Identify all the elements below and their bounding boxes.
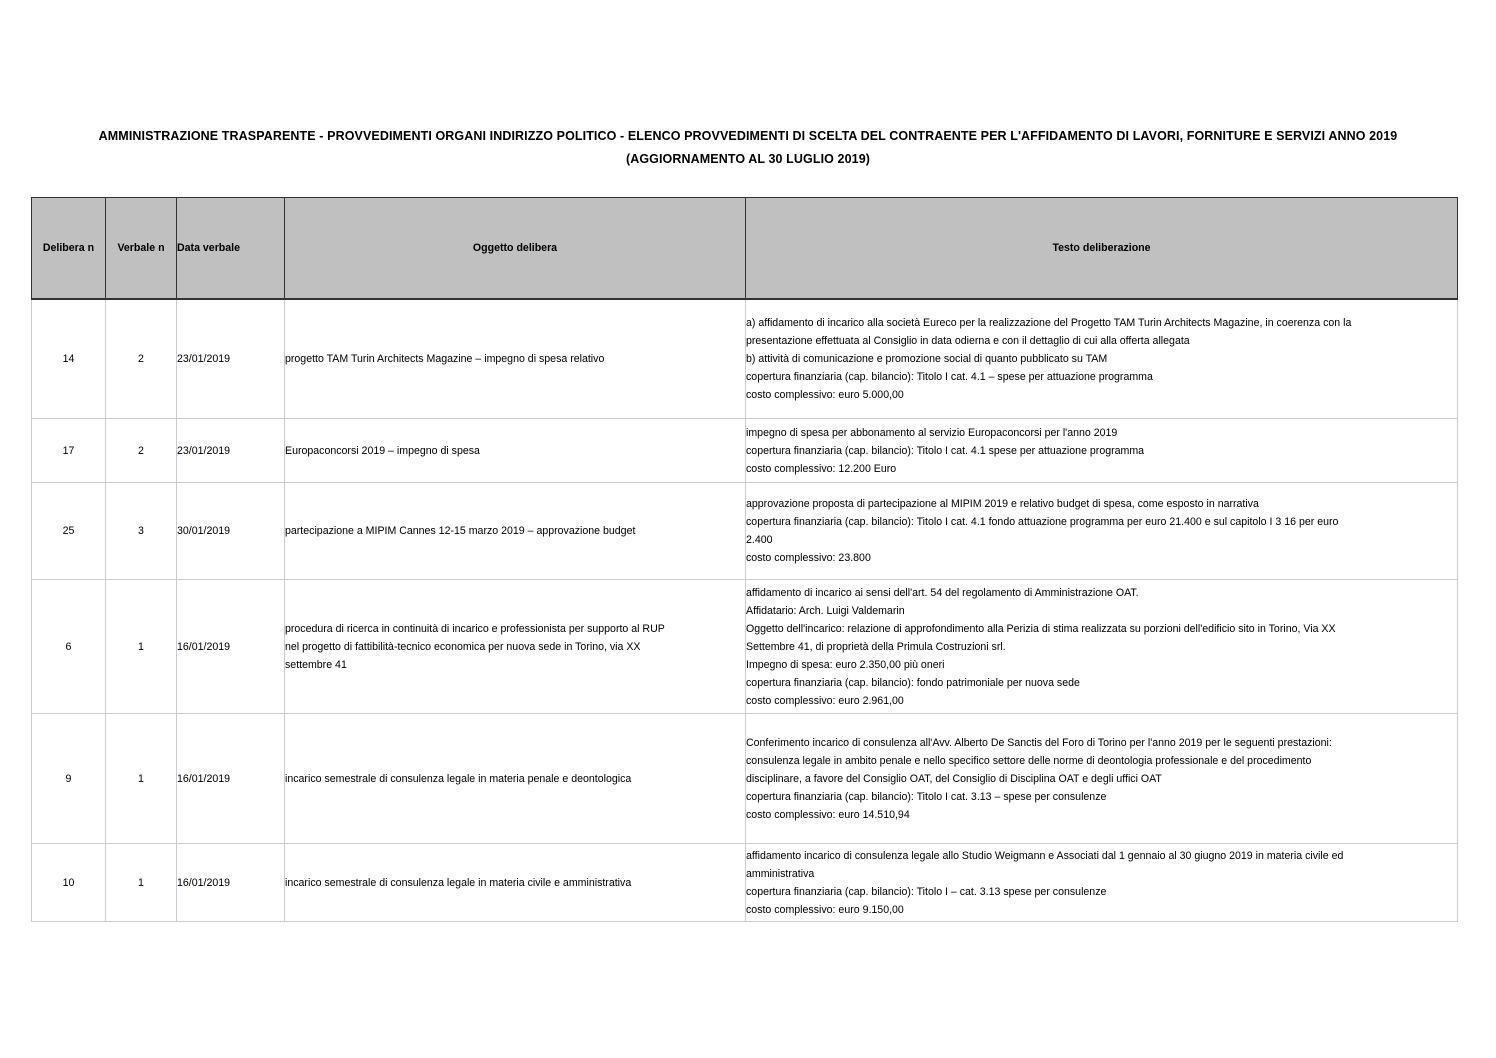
testo-line: Settembre 41, di proprietà della Primula Costruzioni srl. <box>746 640 1006 653</box>
header-data-verbale: Data verbale <box>177 198 285 300</box>
testo-line: Oggetto dell'incarico: relazione di approfondimento alla Perizia di stima realizzata su porzioni dell'edificio sito in Torino, Via XX <box>746 622 1336 635</box>
cell-verbale: 2 <box>106 299 177 419</box>
table-row <box>32 714 1458 844</box>
table-row <box>32 419 1458 483</box>
testo-line: Impegno di spesa: euro 2.350,00 più oneri <box>746 658 945 671</box>
cell-testo <box>746 419 1458 483</box>
document-title <box>20 125 1476 171</box>
cell-data: 16/01/2019 <box>177 580 285 714</box>
cell-testo <box>746 714 1458 844</box>
header-testo-deliberazione: Testo deliberazione <box>746 198 1458 300</box>
table-row <box>32 844 1458 922</box>
testo-line: copertura finanziaria (cap. bilancio): fondo patrimoniale per nuova sede <box>746 676 1080 689</box>
testo-line: costo complessivo: euro 9.150,00 <box>746 903 904 916</box>
cell-verbale: 1 <box>106 580 177 714</box>
cell-data: 16/01/2019 <box>177 714 285 844</box>
testo-line: affidamento di incarico ai sensi dell'art. 54 del regolamento di Amministrazione OAT. <box>746 586 1139 599</box>
cell-data: 16/01/2019 <box>177 844 285 922</box>
oggetto-line: settembre 41 <box>285 658 347 671</box>
table-header-row <box>32 198 1458 300</box>
oggetto-line: nel progetto di fattibilità-tecnico economica per nuova sede in Torino, via XX <box>285 640 641 653</box>
header-verbale: Verbale n <box>106 198 177 300</box>
cell-verbale: 3 <box>106 483 177 580</box>
cell-data: 23/01/2019 <box>177 299 285 419</box>
cell-delibera: 10 <box>32 844 106 922</box>
header-oggetto-delibera: Oggetto delibera <box>285 198 746 300</box>
testo-line: presentazione effettuata al Consiglio in data odierna e con il dettaglio di cui alla offerta allegata <box>746 335 1190 347</box>
title-line-1: AMMINISTRAZIONE TRASPARENTE - PROVVEDIMENTI ORGANI INDIRIZZO POLITICO - ELENCO PROVVEDIMENTI DI SCELTA DEL CONTRAENTE PER L'AFFIDAMENTO DI LAVORI, FORNITURE E SERVIZI ANNO 2019 <box>98 129 1398 143</box>
testo-line: amministrativa <box>746 867 815 880</box>
provvedimenti-table <box>31 197 1458 922</box>
cell-delibera: 17 <box>32 419 106 483</box>
cell-oggetto <box>285 580 746 714</box>
testo-line: copertura finanziaria (cap. bilancio): Titolo I cat. 4.1 spese per attuazione programma <box>746 444 1145 457</box>
testo-line: costo complessivo: 23.800 <box>746 552 871 564</box>
cell-delibera: 9 <box>32 714 106 844</box>
cell-verbale: 1 <box>106 714 177 844</box>
testo-line: costo complessivo: 12.200 Euro <box>746 462 897 475</box>
testo-line: approvazione proposta di partecipazione al MIPIM 2019 e relativo budget di spesa, come esposto in narrativa <box>746 498 1259 510</box>
testo-line: costo complessivo: euro 2.961,00 <box>746 694 904 707</box>
cell-testo <box>746 483 1458 580</box>
cell-data: 30/01/2019 <box>177 483 285 580</box>
cell-oggetto <box>285 299 746 419</box>
testo-line: costo complessivo: euro 14.510,94 <box>746 808 910 821</box>
table-row <box>32 580 1458 714</box>
testo-line: copertura finanziaria (cap. bilancio): Titolo I – cat. 3.13 spese per consulenze <box>746 885 1107 898</box>
cell-testo <box>746 580 1458 714</box>
testo-line: 2.400 <box>746 534 773 546</box>
cell-oggetto <box>285 844 746 922</box>
cell-oggetto <box>285 483 746 580</box>
testo-line: a) affidamento di incarico alla società Eureco per la realizzazione del Progetto TAM Turin Architects Magazine, in coerenza con la <box>746 317 1352 329</box>
testo-line: affidamento incarico di consulenza legale allo Studio Weigmann e Associati dal 1 gennaio al 30 giugno 2019 in materia civile ed <box>746 849 1344 862</box>
testo-line: b) attività di comunicazione e promozione social di quanto pubblicato su TAM <box>746 353 1108 365</box>
oggetto-line: incarico semestrale di consulenza legale in materia civile e amministrativa <box>285 876 632 889</box>
title-line-2: (AGGIORNAMENTO AL 30 LUGLIO 2019) <box>625 152 871 166</box>
testo-line: Conferimento incarico di consulenza all'Avv. Alberto De Sanctis del Foro di Torino per l'anno 2019 per le seguenti prestazioni: <box>746 736 1332 749</box>
testo-line: disciplinare, a favore del Consiglio OAT, del Consiglio di Disciplina OAT e degli uffici OAT <box>746 772 1162 785</box>
testo-line: consulenza legale in ambito penale e nello specifico settore delle norme di deontologia professionale e del procedimento <box>746 754 1312 767</box>
cell-data: 23/01/2019 <box>177 419 285 483</box>
cell-verbale: 2 <box>106 419 177 483</box>
oggetto-line: progetto TAM Turin Architects Magazine – impegno di spesa relativo <box>285 353 605 365</box>
cell-testo <box>746 844 1458 922</box>
oggetto-line: procedura di ricerca in continuità di incarico e professionista per supporto al RUP <box>285 622 665 635</box>
testo-line: costo complessivo: euro 5.000,00 <box>746 389 904 401</box>
header-delibera: Delibera n <box>32 198 106 300</box>
testo-line: impegno di spesa per abbonamento al servizio Europaconcorsi per l'anno 2019 <box>746 426 1118 439</box>
oggetto-line: incarico semestrale di consulenza legale in materia penale e deontologica <box>285 772 632 785</box>
table-row <box>32 483 1458 580</box>
oggetto-line: Europaconcorsi 2019 – impegno di spesa <box>285 444 480 457</box>
oggetto-line: partecipazione a MIPIM Cannes 12-15 marzo 2019 – approvazione budget <box>285 525 636 537</box>
testo-line: copertura finanziaria (cap. bilancio): Titolo I cat. 4.1 fondo attuazione programma per euro 21.400 e sul capitolo I 3 16 per euro <box>746 516 1339 528</box>
testo-line: copertura finanziaria (cap. bilancio): Titolo I cat. 3.13 – spese per consulenze <box>746 790 1107 803</box>
cell-delibera: 14 <box>32 299 106 419</box>
cell-delibera: 6 <box>32 580 106 714</box>
cell-delibera: 25 <box>32 483 106 580</box>
cell-testo <box>746 299 1458 419</box>
testo-line: copertura finanziaria (cap. bilancio): Titolo I cat. 4.1 – spese per attuazione programma <box>746 371 1153 383</box>
table-row <box>32 299 1458 419</box>
cell-oggetto <box>285 714 746 844</box>
testo-line: Affidatario: Arch. Luigi Valdemarin <box>746 604 905 617</box>
cell-oggetto <box>285 419 746 483</box>
cell-verbale: 1 <box>106 844 177 922</box>
